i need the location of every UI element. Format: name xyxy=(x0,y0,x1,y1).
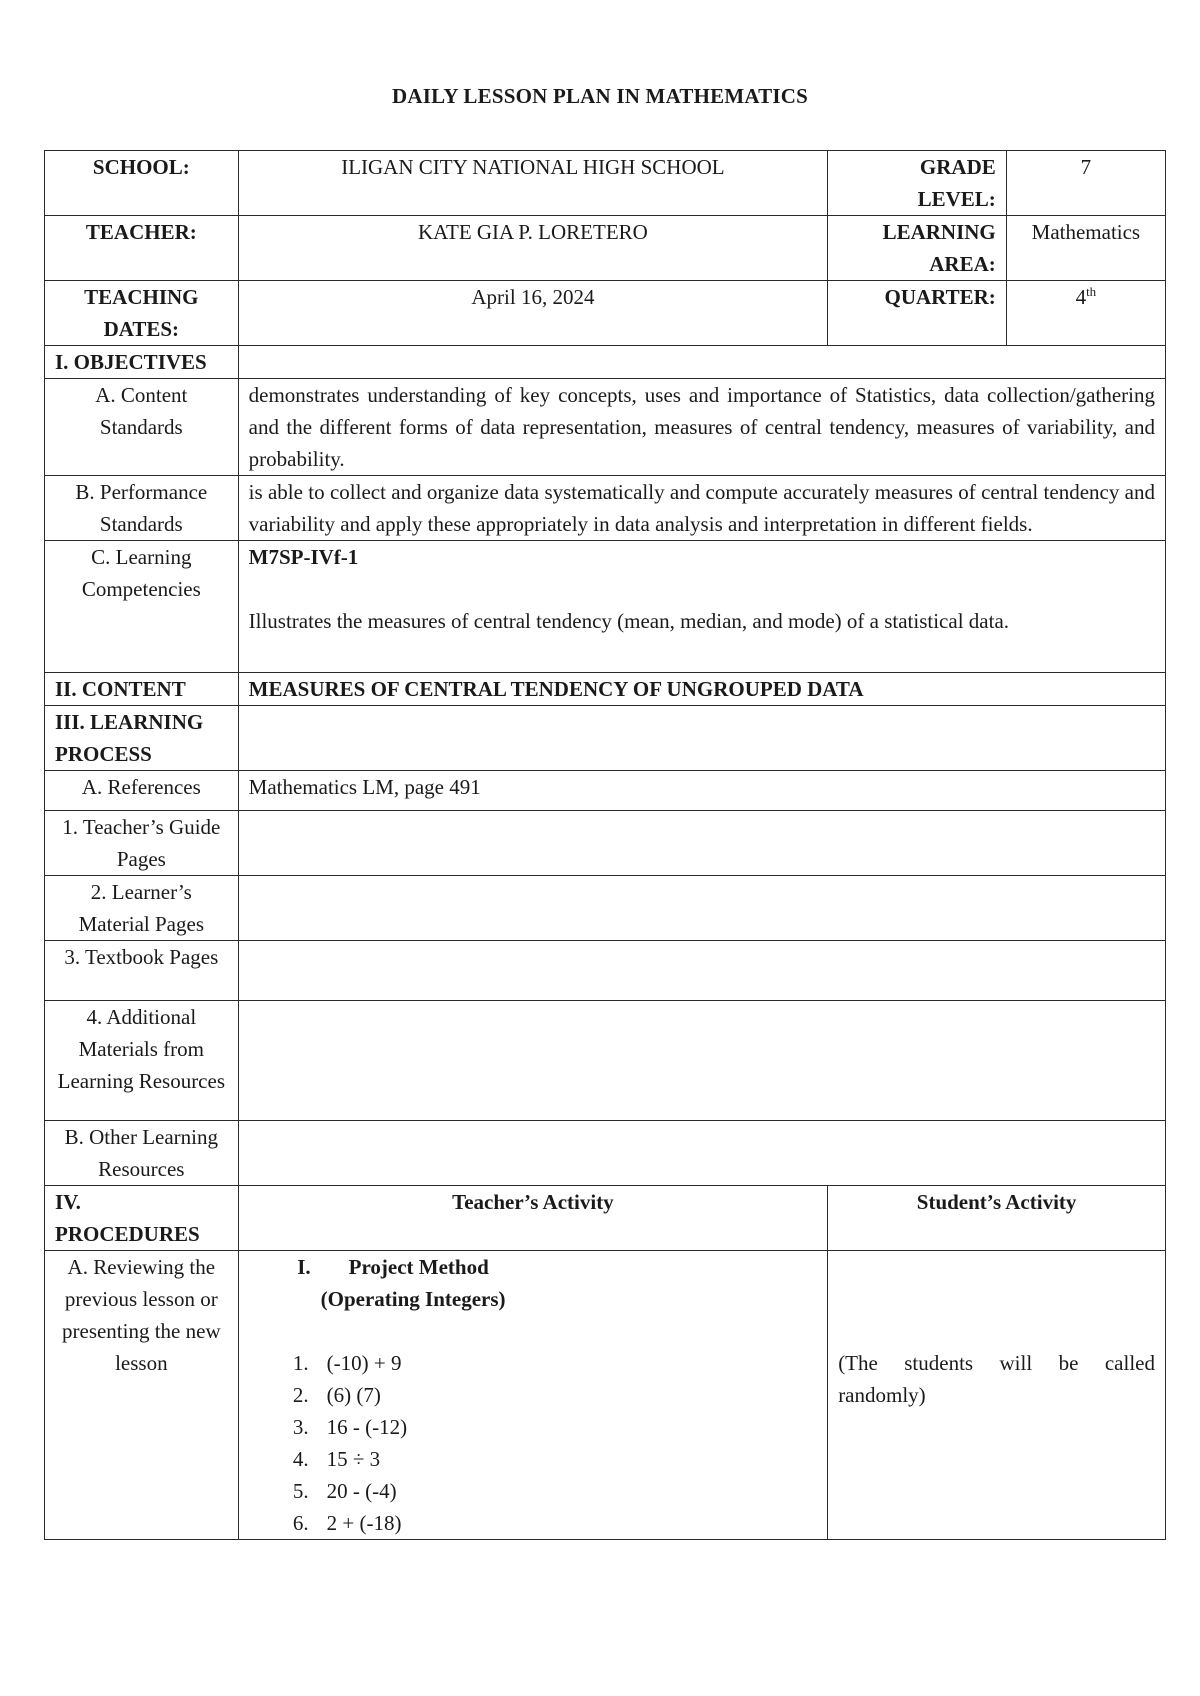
teacher-row xyxy=(45,216,1166,281)
method-heading xyxy=(249,1251,818,1283)
review-label: A. Reviewing the previous lesson or presenting the new lesson xyxy=(45,1251,239,1540)
objectives-heading-row xyxy=(45,346,1166,379)
student-note: (The students will be called randomly) xyxy=(838,1351,1155,1407)
content-standards-label: A. Content Standards xyxy=(45,379,239,476)
references-label: A. References xyxy=(45,771,239,811)
teacher-activity-cell xyxy=(238,1251,828,1540)
list-item: 4. 15 ÷ 3 xyxy=(292,1447,381,1471)
performance-standards-row xyxy=(45,476,1166,541)
content-value: MEASURES OF CENTRAL TENDENCY OF UNGROUPED DATA xyxy=(238,673,1165,706)
competencies-row xyxy=(45,541,1166,673)
teacher-label: TEACHER: xyxy=(45,216,239,281)
competencies-code: M7SP-IVf-1 xyxy=(248,545,359,569)
quarter-cell xyxy=(1006,281,1165,346)
method-subtitle: (Operating Integers) xyxy=(320,1287,506,1311)
content-row xyxy=(45,673,1166,706)
performance-standards-label: B. Performance Standards xyxy=(45,476,239,541)
teachers-guide-row xyxy=(45,811,1166,876)
list-item: 5. 20 - (-4) xyxy=(292,1479,397,1503)
student-activity-cell xyxy=(828,1251,1166,1540)
additional-materials-row xyxy=(45,1001,1166,1121)
other-resources-label: B. Other Learning Resources xyxy=(45,1121,239,1186)
school-label: SCHOOL: xyxy=(45,151,239,216)
dates-value: April 16, 2024 xyxy=(238,281,828,346)
method-title: Project Method xyxy=(348,1255,489,1279)
teacher-activity-header: Teacher’s Activity xyxy=(238,1186,828,1251)
quarter-value: 4 xyxy=(1075,285,1087,309)
teacher-value: KATE GIA P. LORETERO xyxy=(238,216,828,281)
procedures-heading: IV. PROCEDURES xyxy=(45,1186,239,1251)
learning-process-heading: III. LEARNING PROCESS xyxy=(45,706,239,771)
additional-materials-label: 4. Additional Materials from Learning Resources xyxy=(45,1001,239,1121)
lesson-plan-table xyxy=(44,150,1166,1540)
list-item: 1. (-10) + 9 xyxy=(292,1351,402,1375)
textbook-label: 3. Textbook Pages xyxy=(45,941,239,1001)
page-title: DAILY LESSON PLAN IN MATHEMATICS xyxy=(392,84,808,108)
content-heading: II. CONTENT xyxy=(45,673,239,706)
learners-material-label: 2. Learner’s Material Pages xyxy=(45,876,239,941)
list-item: 3. 16 - (-12) xyxy=(292,1415,408,1439)
competencies-cell xyxy=(238,541,1165,673)
learners-material-row xyxy=(45,876,1166,941)
teachers-guide-label: 1. Teacher’s Guide Pages xyxy=(45,811,239,876)
competencies-label: C. Learning Competencies xyxy=(45,541,239,673)
performance-standards-text: is able to collect and organize data systematically and compute accurately measures of central tendency and variability and apply these appropriately in data analysis and interpretation in different fields. xyxy=(238,476,1165,541)
grade-label: GRADE LEVEL: xyxy=(828,151,1007,216)
references-row xyxy=(45,771,1166,811)
dates-label: TEACHING DATES: xyxy=(45,281,239,346)
school-row xyxy=(45,151,1166,216)
student-activity-header: Student’s Activity xyxy=(828,1186,1166,1251)
procedures-heading-row xyxy=(45,1186,1166,1251)
references-value: Mathematics LM, page 491 xyxy=(238,771,1165,811)
textbook-row xyxy=(45,941,1166,1001)
quarter-label: QUARTER: xyxy=(828,281,1007,346)
method-number: I. xyxy=(297,1255,311,1279)
competencies-text: Illustrates the measures of central tendency (mean, median, and mode) of a statistical data. xyxy=(248,609,1010,633)
grade-value: 7 xyxy=(1006,151,1165,216)
review-row xyxy=(45,1251,1166,1540)
content-standards-row xyxy=(45,379,1166,476)
area-value: Mathematics xyxy=(1006,216,1165,281)
exercise-list xyxy=(249,1347,818,1539)
school-value: ILIGAN CITY NATIONAL HIGH SCHOOL xyxy=(238,151,828,216)
other-resources-row xyxy=(45,1121,1166,1186)
list-item: 6. 2 + (-18) xyxy=(292,1511,402,1535)
dates-row xyxy=(45,281,1166,346)
quarter-suffix: th xyxy=(1086,284,1097,299)
content-standards-text: demonstrates understanding of key concepts, uses and importance of Statistics, data collection/gathering and the different forms of data representation, measures of central tendency, measures of variability, and probability. xyxy=(238,379,1165,476)
area-label: LEARNING AREA: xyxy=(828,216,1007,281)
objectives-heading: I. OBJECTIVES xyxy=(45,346,239,379)
list-item: 2. (6) (7) xyxy=(292,1383,381,1407)
learning-process-row xyxy=(45,706,1166,771)
